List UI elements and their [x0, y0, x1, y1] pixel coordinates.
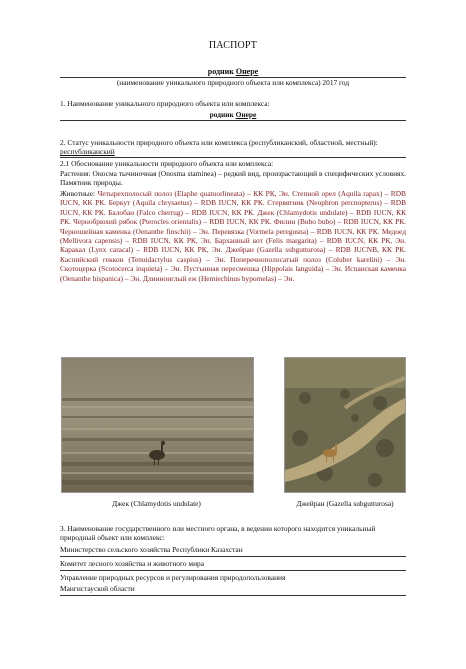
section3-rule-3 [60, 595, 406, 596]
section3-rule-1 [60, 556, 406, 557]
section2-heading [60, 138, 406, 157]
section3-rule-2 [60, 570, 406, 571]
section1-value-name: Онере [235, 110, 257, 119]
section1-rule [60, 120, 406, 121]
section21-heading: 2.1 Обоснование уникальности природного объекта или комплекса: [60, 159, 274, 168]
animals-paragraph [60, 189, 406, 283]
section2-rule [60, 157, 406, 158]
section3-line-4: Мангистауской области [60, 584, 135, 593]
plants-label: Растения: [60, 169, 91, 178]
section1-heading: 1. Наименование уникального природного объекта или комплекса: [60, 99, 270, 108]
section1-value [60, 110, 406, 119]
section3-line-2: Комитет лесного хозяйства и животного мира [60, 559, 205, 568]
gazelle-caption: Джейран (Gazella subgutturosa) [296, 499, 394, 508]
animals-text: Четырехполосый полоз (Elaphe quatuorlineata) – КК РК, Эн. Степной орел (Aquila rapax) – RDB IUCN, КК РК. Беркут (Aquila chrysaetus) – RDB IUCN, КК РК. Стервятник (Neophron percnopterus) – RDB IUCN, КК РК. Балобан (Falco cherrug) – RDB IUCN, КК РК. Джек (Chlamydotis undulate) – RDB IUCN, КК РК. Чернобрюхий рябок (Pterocles orientalis) – RDB IUCN, КК РК. Филин (Bubo bubo) – RDB IUCN, КК РК. Черношейная каменка (Oenanthe finschii) – Эн. Перевязка (Vormela peregusna) – RDB IUCN, КК РК. Медоед (Mellivora capensis) – RDB IUCN, КК РК, Эн. Барханный кот (Felis margarita) – RDB IUCN, КК РК, Эн. Каракал (Lynx caracal) – RDB IUCN, КК РК, Эн. Джейран (Gazella subgutturosa) – RDB IUCNВ, КК РК. Каспийский геккон (Tenuidactylus caspius) – Эн. Поперечнополосатый полоз (Coluber karelini) – Эн. Скотоцерка (Scotocerca inquieta) – Эн. Пустынная пересмешка (Hippolais languida) – Эн. Испанская каменка (Oenanthe hispanica) – Эн. Длинноиглый еж (Hemiechinus hypomelas) – Эн. [60, 189, 406, 283]
object-name-heading [0, 67, 466, 76]
object-name-note: (наименование уникального природного объекта или комплекса) 2017 год [116, 78, 350, 87]
gazelle-photo-image [285, 358, 405, 492]
object-name: Онере [235, 67, 259, 76]
plants-text: Оносма тычиночная (Onosma staminea) – редкий вид, произрастающий в специфических условиях. Памятник природы. [60, 169, 406, 188]
object-name-prefix: родник [207, 67, 236, 76]
section3-heading: 3. Наименование государственного или местного органа, в ведении которого находится уникальный природный объект или комплекс: [60, 524, 376, 543]
gazelle-photo [284, 357, 406, 493]
page-title: ПАСПОРТ [208, 40, 258, 51]
section1-value-prefix: родник [209, 110, 236, 119]
section3-line-1: Министерство сельского хозяйства Республики Казахстан [60, 545, 243, 554]
bustard-photo [61, 357, 254, 493]
bustard-caption: Джек (Chlamydotis undulate) [112, 499, 201, 508]
section3-line-3: Управление природных ресурсов и регулирования природопользования [60, 573, 286, 582]
bustard-photo-image [62, 358, 253, 492]
section2-heading-text: 2. Статус уникальности природного объекта или комплекса (республиканский, областной, местный): [60, 138, 378, 147]
animals-label: Животные: [60, 189, 96, 198]
section2-value: республиканский [60, 147, 115, 157]
plants-paragraph [60, 169, 406, 188]
